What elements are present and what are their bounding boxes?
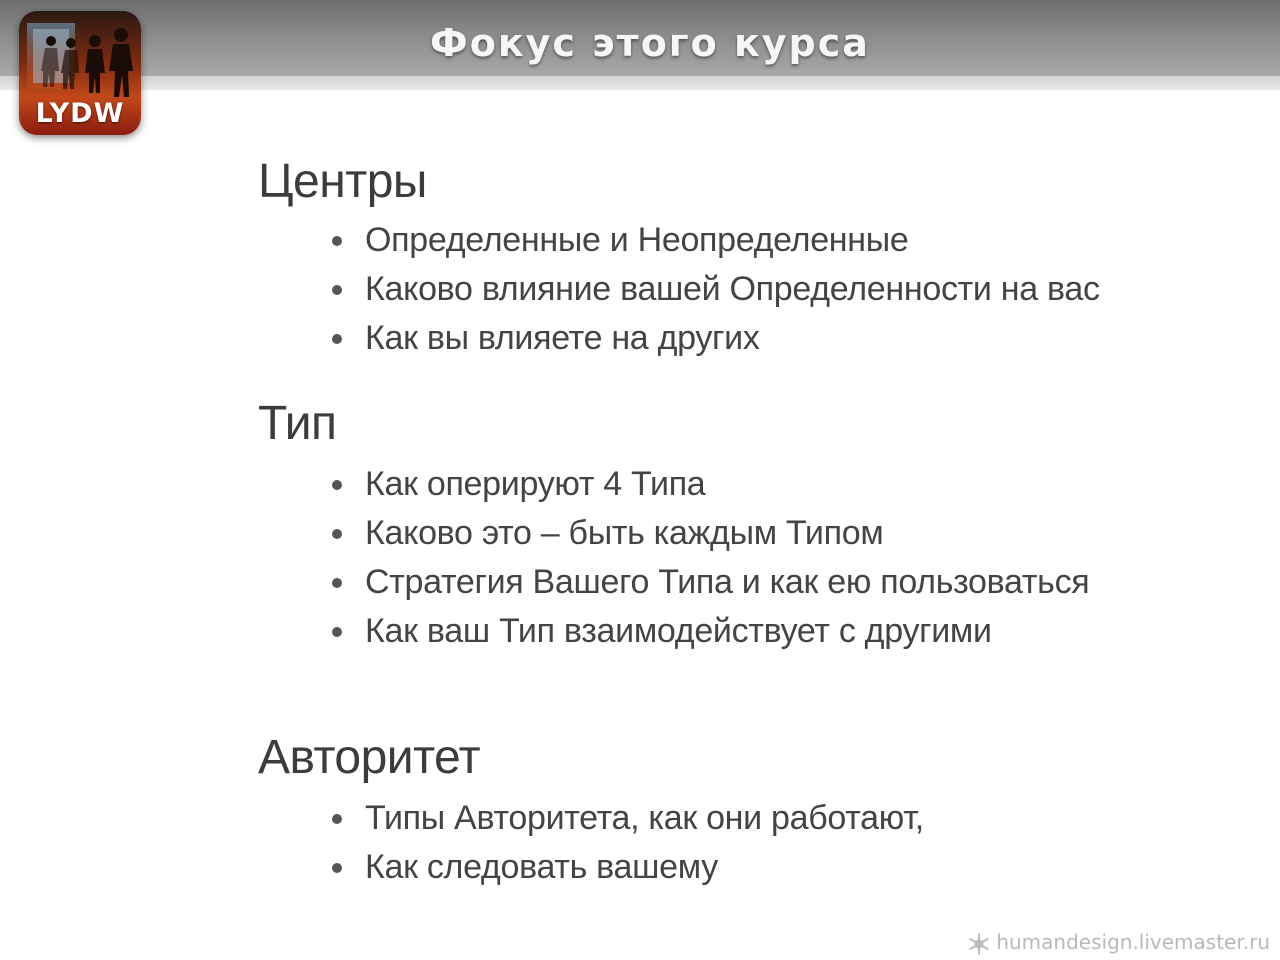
authority-list bbox=[330, 794, 924, 892]
list-item-text: Как ваш Тип взаимодействует с другими bbox=[365, 612, 992, 650]
list-item bbox=[330, 607, 1089, 656]
watermark-text: humandesign.livemaster.ru bbox=[996, 930, 1270, 954]
list-item bbox=[330, 265, 1100, 314]
list-item bbox=[330, 314, 1100, 363]
bullet-icon bbox=[332, 285, 342, 295]
lydw-logo bbox=[19, 11, 141, 135]
bullet-icon bbox=[332, 578, 342, 588]
logo-text: LYDW bbox=[35, 98, 125, 129]
list-item-text: Каково это – быть каждым Типом bbox=[365, 514, 884, 552]
section-heading-type: Тип bbox=[258, 397, 337, 450]
section-heading-centers: Центры bbox=[258, 155, 427, 208]
header-underline bbox=[0, 76, 1280, 90]
snowflake-icon bbox=[968, 933, 990, 955]
list-item bbox=[330, 509, 1089, 558]
list-item bbox=[330, 558, 1089, 607]
bullet-icon bbox=[332, 236, 342, 246]
bullet-icon bbox=[332, 480, 342, 490]
type-list bbox=[330, 460, 1089, 656]
watermark bbox=[968, 928, 1270, 956]
bullet-icon bbox=[332, 814, 342, 824]
list-item bbox=[330, 794, 924, 843]
bullet-icon bbox=[332, 334, 342, 344]
list-item bbox=[330, 216, 1100, 265]
bullet-icon bbox=[332, 627, 342, 637]
list-item-text: Как следовать вашему bbox=[365, 848, 718, 886]
list-item-text: Как оперируют 4 Типа bbox=[365, 465, 706, 503]
bullet-icon bbox=[332, 529, 342, 539]
list-item bbox=[330, 843, 924, 892]
section-heading-authority: Авторитет bbox=[258, 731, 481, 784]
slide-title: Фокус этого курса bbox=[430, 21, 870, 65]
list-item-text: Определенные и Неопределенные bbox=[365, 221, 909, 259]
list-item-text: Стратегия Вашего Типа и как ею пользоваться bbox=[365, 563, 1090, 601]
list-item-text: Как вы влияете на других bbox=[365, 319, 760, 357]
list-item bbox=[330, 460, 1089, 509]
centers-list bbox=[330, 216, 1100, 363]
list-item-text: Типы Авторитета, как они работают, bbox=[365, 799, 924, 837]
bullet-icon bbox=[332, 863, 342, 873]
list-item-text: Каково влияние вашей Определенности на вас bbox=[365, 270, 1100, 308]
